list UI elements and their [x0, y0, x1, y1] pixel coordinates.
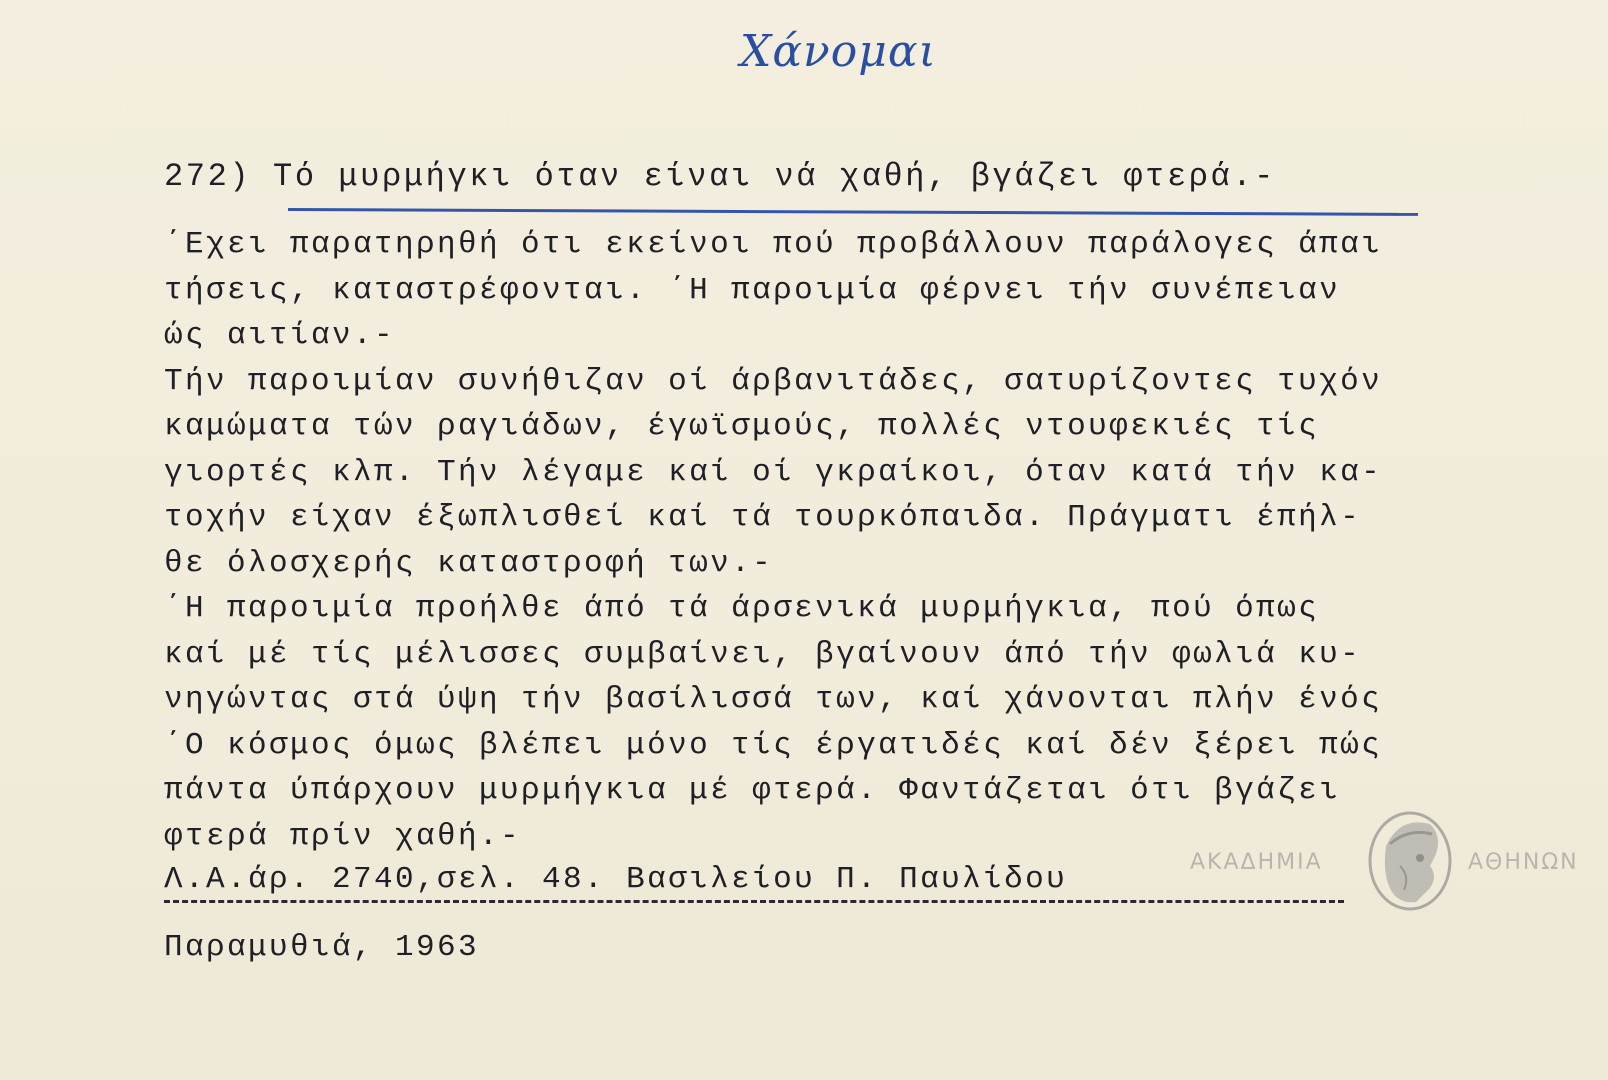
card-heading: Χάνομαι — [740, 26, 937, 77]
text-line: ΄Εχει παρατηρηθή ότι εκείνοι πού προβάλλουν παράλογες άπαι — [164, 227, 1383, 262]
text-line: Τήν παροιμίαν συνήθιζαν οί άρβανιτάδες, σατυρίζοντες τυχόν — [164, 363, 1383, 399]
text-line: καί μέ τίς μέλισσες συμβαίνει, βγαίνουν άπό τήν φωλιά κυ- — [164, 636, 1362, 672]
athena-head-seal-icon — [1360, 806, 1460, 916]
proverb-explanation — [164, 222, 1594, 859]
text-line: ΄Η παροιμία προήλθε άπό τά άρσενικά μυρμήγκια, πού όπως — [164, 591, 1320, 626]
text-line: τήσεις, καταστρέφονται. ΄Η παροιμία φέρνει τήν συνέπειαν — [164, 272, 1341, 308]
place-date: Παραμυθιά, 1963 — [164, 930, 480, 965]
text-line: φτερά πρίν χαθή.- — [164, 818, 522, 854]
text-line: νηγώντας στά ύψη τήν βασίλισσά των, καί χάνονται πλήν ένός — [164, 682, 1383, 717]
text-line: καμώματα τών ραγιάδων, έγωϊσμούς, πολλές ντουφεκιές τίς — [164, 409, 1320, 444]
watermark-right-text: ΑΘΗΝΩΝ — [1468, 850, 1579, 875]
text-line: θε όλοσχερής καταστροφή των.- — [164, 545, 774, 581]
dashed-rule — [164, 900, 1344, 903]
title-underline — [288, 208, 1418, 216]
watermark-left-text: ΑΚΑΔΗΜΙΑ — [1190, 850, 1323, 875]
text-line: πάντα ύπάρχουν μυρμήγκια μέ φτερά. Φαντάζεται ότι βγάζει — [164, 773, 1341, 808]
text-line: γιορτές κλπ. Τήν λέγαμε καί οί γκραίκοι, όταν κατά τήν κα- — [164, 454, 1383, 490]
academy-watermark — [1190, 806, 1590, 916]
text-line: ΄Ο κόσμος όμως βλέπει μόνο τίς έργατιδές καί δέν ξέρει πώς — [164, 727, 1383, 763]
proverb-title: 272) Τό μυρμήγκι όταν είναι νά χαθή, βγάζει φτερά.- — [164, 158, 1276, 195]
source-reference: Λ.Α.άρ. 2740,σελ. 48. Βασιλείου Π. Παυλίδου — [164, 862, 1068, 897]
text-line: τοχήν είχαν έξωπλισθεί καί τά τουρκόπαιδα. Πράγματι έπήλ- — [164, 500, 1362, 535]
text-line: ώς αιτίαν.- — [164, 318, 396, 353]
